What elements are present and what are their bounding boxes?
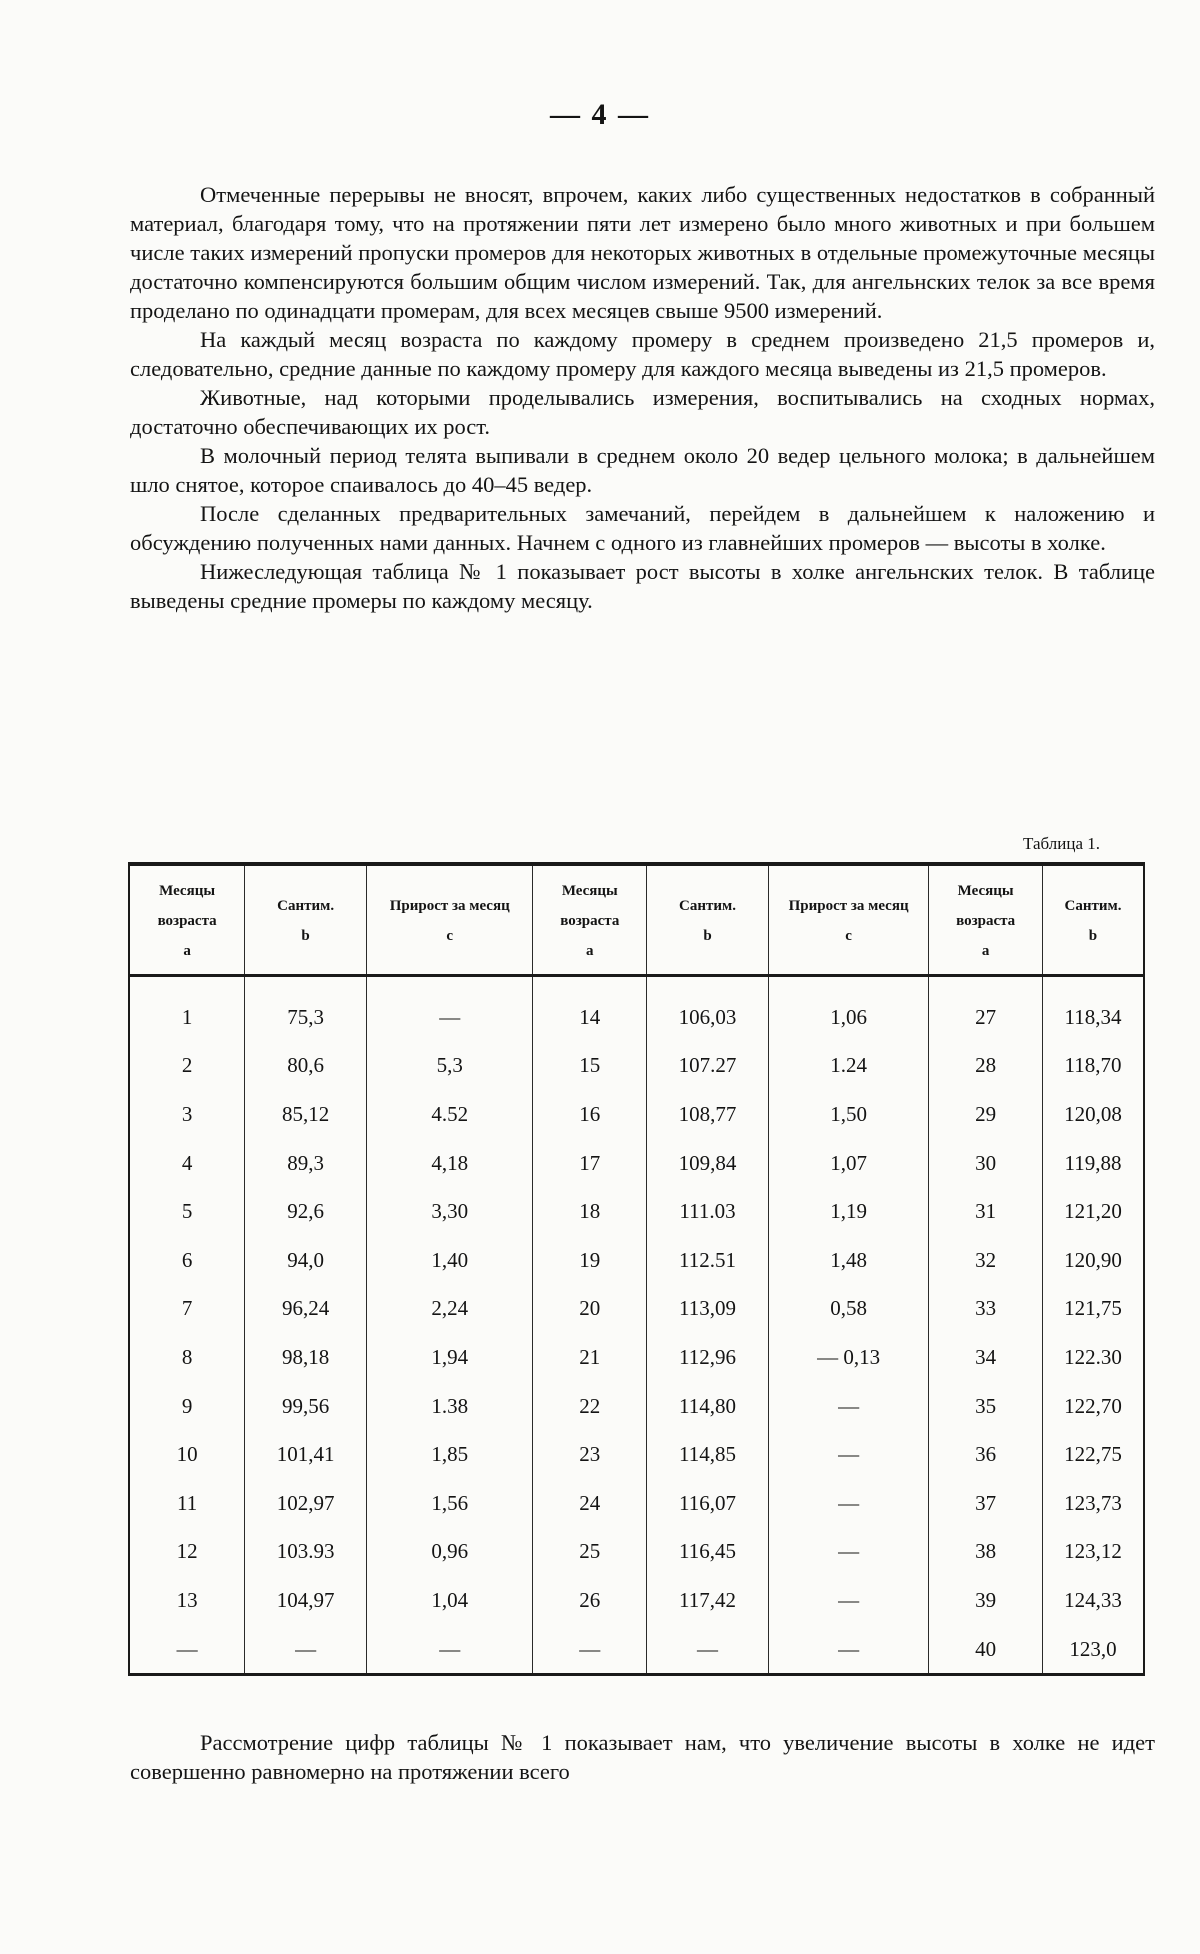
table-cell: 118,70 (1042, 1042, 1144, 1091)
table-cell: 116,45 (647, 1528, 769, 1577)
body-text (130, 180, 1155, 615)
table-row (129, 1285, 1144, 1334)
table-cell: 1.24 (768, 1042, 928, 1091)
table-cell: — (533, 1625, 647, 1675)
table-cell: 119,88 (1042, 1139, 1144, 1188)
table-cell: 16 (533, 1090, 647, 1139)
table-cell: 23 (533, 1430, 647, 1479)
table-row (129, 1528, 1144, 1577)
table-cell: 4 (129, 1139, 245, 1188)
table-row (129, 1479, 1144, 1528)
table-cell: 116,07 (647, 1479, 769, 1528)
table-cell: 101,41 (245, 1430, 367, 1479)
table-cell: 21 (533, 1333, 647, 1382)
table-cell: 120,08 (1042, 1090, 1144, 1139)
table-caption: Таблица 1. (1023, 834, 1100, 853)
table-cell: — (367, 1625, 533, 1675)
table-cell: 27 (929, 976, 1043, 1042)
table-row (129, 1333, 1144, 1382)
table-cell: — (768, 1479, 928, 1528)
table-cell: 31 (929, 1187, 1043, 1236)
table-cell: 75,3 (245, 976, 367, 1042)
table-cell: — (245, 1625, 367, 1675)
table-cell: 94,0 (245, 1236, 367, 1285)
table-cell: 4,18 (367, 1139, 533, 1188)
table-cell: 33 (929, 1285, 1043, 1334)
table-cell: 28 (929, 1042, 1043, 1091)
table-cell: 37 (929, 1479, 1043, 1528)
column-header: Месяцы возраста a (129, 864, 245, 976)
table-header-row (129, 864, 1144, 976)
table-cell: 112,96 (647, 1333, 769, 1382)
table-cell: 5,3 (367, 1042, 533, 1091)
table-cell: 29 (929, 1090, 1043, 1139)
column-header: Прирост за месяц c (768, 864, 928, 976)
table-cell: 1 (129, 976, 245, 1042)
table-cell: 1,50 (768, 1090, 928, 1139)
table-cell: 24 (533, 1479, 647, 1528)
column-header: Прирост за месяц c (367, 864, 533, 976)
table-cell: 34 (929, 1333, 1043, 1382)
table-cell: 38 (929, 1528, 1043, 1577)
closing-text (130, 1728, 1155, 1786)
table-cell: 20 (533, 1285, 647, 1334)
table-row (129, 1090, 1144, 1139)
table-cell: — (367, 976, 533, 1042)
paragraph: Отмеченные перерывы не вносят, впрочем, каких либо существенных недостатков в собранный материал, благодаря тому, что на протяжении пяти лет измерено было много животных и при большем числе таких измерений пропуски промеров для некоторых животных в отдельные промежуточные месяцы достаточно компенсируются большим общим числом измерений. Так, для ангельнских телок за все время проделано по одинадцати промерам, для всех месяцев свыше 9500 измерений. (130, 182, 1155, 323)
table-cell: 122.30 (1042, 1333, 1144, 1382)
paragraph: В молочный период телята выпивали в среднем около 20 ведер цельного молока; в дальнейшем шло снятое, которое спаивалось до 40–45 ведер. (130, 443, 1155, 497)
table-cell: 2,24 (367, 1285, 533, 1334)
table-cell: 39 (929, 1576, 1043, 1625)
column-header: Сантим. b (245, 864, 367, 976)
table-cell: 13 (129, 1576, 245, 1625)
table-cell: 17 (533, 1139, 647, 1188)
table-cell: 104,97 (245, 1576, 367, 1625)
table-cell: 26 (533, 1576, 647, 1625)
table-cell: 25 (533, 1528, 647, 1577)
table-cell: 117,42 (647, 1576, 769, 1625)
table-cell: 1,07 (768, 1139, 928, 1188)
paragraph: После сделанных предварительных замечаний, перейдем в дальнейшем к наложению и обсуждению полученных нами данных. Начнем с одного из главнейших промеров — высоты в холке. (130, 501, 1155, 555)
paragraph: На каждый месяц возраста по каждому промеру в среднем произведено 21,5 промеров и, следовательно, средние данные по каждому промеру для каждого месяца выведены из 21,5 промеров. (130, 327, 1155, 381)
table-cell: 123,73 (1042, 1479, 1144, 1528)
table-cell: 121,75 (1042, 1285, 1144, 1334)
table-cell: 15 (533, 1042, 647, 1091)
paragraph: Нижеследующая таблица № 1 показывает рост высоты в холке ангельнских телок. В таблице выведены средние промеры по каждому месяцу. (130, 559, 1155, 613)
table-cell: 109,84 (647, 1139, 769, 1188)
table-cell: 0,96 (367, 1528, 533, 1577)
table-cell: 96,24 (245, 1285, 367, 1334)
table-cell: 5 (129, 1187, 245, 1236)
table-cell: 1,06 (768, 976, 928, 1042)
table-cell: — (129, 1625, 245, 1675)
column-header: Сантим. b (647, 864, 769, 976)
table-cell: 113,09 (647, 1285, 769, 1334)
table-cell: 98,18 (245, 1333, 367, 1382)
table-cell: 122,70 (1042, 1382, 1144, 1431)
table-cell: 1,94 (367, 1333, 533, 1382)
table-cell: — (768, 1625, 928, 1675)
table-cell: 114,80 (647, 1382, 769, 1431)
table-cell: — 0,13 (768, 1333, 928, 1382)
table-cell: 114,85 (647, 1430, 769, 1479)
table-row (129, 976, 1144, 1042)
table-cell: 7 (129, 1285, 245, 1334)
table-cell: 2 (129, 1042, 245, 1091)
table-cell: 118,34 (1042, 976, 1144, 1042)
table-cell: 32 (929, 1236, 1043, 1285)
table-cell: 1,48 (768, 1236, 928, 1285)
table-cell: 3 (129, 1090, 245, 1139)
table-cell: 12 (129, 1528, 245, 1577)
table-cell: 9 (129, 1382, 245, 1431)
table-cell: — (647, 1625, 769, 1675)
table-cell: 112.51 (647, 1236, 769, 1285)
table-cell: 89,3 (245, 1139, 367, 1188)
table-cell: 11 (129, 1479, 245, 1528)
table-cell: 1,04 (367, 1576, 533, 1625)
paragraph: Рассмотрение цифр таблицы № 1 показывает нам, что увеличение высоты в холке не идет совершенно равномерно на протяжении всего (130, 1730, 1155, 1784)
table-cell: — (768, 1576, 928, 1625)
table-cell: 35 (929, 1382, 1043, 1431)
table-cell: 8 (129, 1333, 245, 1382)
paragraph: Животные, над которыми проделывались измерения, воспитывались на сходных нормах, достаточно обеспечивающих их рост. (130, 385, 1155, 439)
table-cell: 121,20 (1042, 1187, 1144, 1236)
table-cell: 19 (533, 1236, 647, 1285)
table-row (129, 1139, 1144, 1188)
table-row (129, 1382, 1144, 1431)
table-cell: 10 (129, 1430, 245, 1479)
table-cell: — (768, 1430, 928, 1479)
table-cell: 1,85 (367, 1430, 533, 1479)
table-cell: 18 (533, 1187, 647, 1236)
table-cell: 30 (929, 1139, 1043, 1188)
data-table (128, 862, 1145, 1676)
table-cell: 36 (929, 1430, 1043, 1479)
page-number: — 4 — (550, 98, 650, 131)
table-cell: — (768, 1528, 928, 1577)
table-cell: 102,97 (245, 1479, 367, 1528)
table-cell: 1,40 (367, 1236, 533, 1285)
table-cell: 40 (929, 1625, 1043, 1675)
table-cell: 22 (533, 1382, 647, 1431)
table-row (129, 1576, 1144, 1625)
column-header: Месяцы возраста a (533, 864, 647, 976)
column-header: Месяцы возраста a (929, 864, 1043, 976)
table-cell: 1,19 (768, 1187, 928, 1236)
table-row (129, 1236, 1144, 1285)
table-cell: 99,56 (245, 1382, 367, 1431)
table-cell: 14 (533, 976, 647, 1042)
table-cell: 85,12 (245, 1090, 367, 1139)
table-row (129, 1042, 1144, 1091)
table-row (129, 1187, 1144, 1236)
table-cell: — (768, 1382, 928, 1431)
table-cell: 122,75 (1042, 1430, 1144, 1479)
table-row (129, 1430, 1144, 1479)
table-cell: 92,6 (245, 1187, 367, 1236)
column-header: Сантим. b (1042, 864, 1144, 976)
table-cell: 80,6 (245, 1042, 367, 1091)
table-cell: 6 (129, 1236, 245, 1285)
table-cell: 1,56 (367, 1479, 533, 1528)
table-cell: 107.27 (647, 1042, 769, 1091)
table-cell: 120,90 (1042, 1236, 1144, 1285)
table-cell: 108,77 (647, 1090, 769, 1139)
table-cell: 106,03 (647, 976, 769, 1042)
table-cell: 4.52 (367, 1090, 533, 1139)
table-cell: 123,12 (1042, 1528, 1144, 1577)
table-cell: 3,30 (367, 1187, 533, 1236)
table-cell: 124,33 (1042, 1576, 1144, 1625)
table-cell: 123,0 (1042, 1625, 1144, 1675)
table-cell: 111.03 (647, 1187, 769, 1236)
table-cell: 1.38 (367, 1382, 533, 1431)
table-cell: 103.93 (245, 1528, 367, 1577)
table-row (129, 1625, 1144, 1675)
table-cell: 0,58 (768, 1285, 928, 1334)
